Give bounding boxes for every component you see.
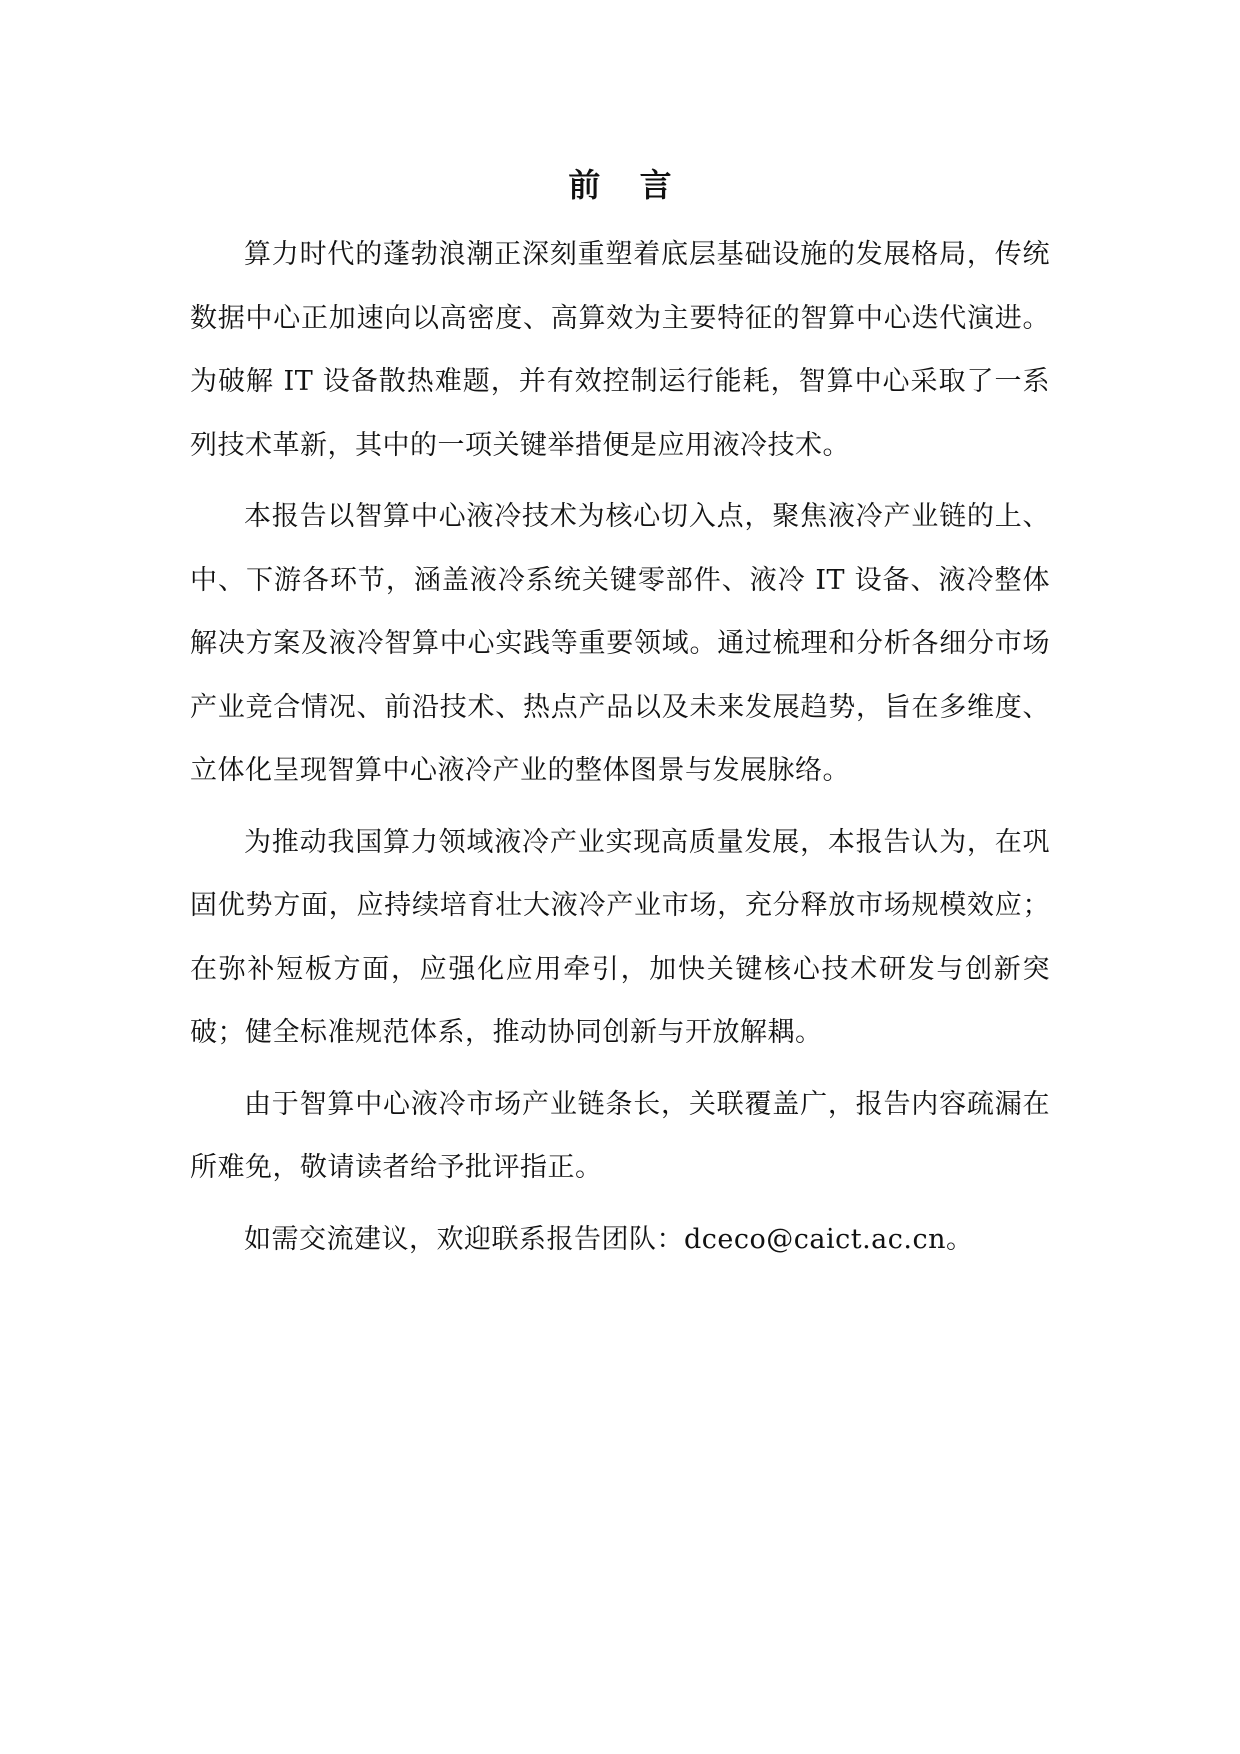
paragraph-4: 由于智算中心液冷市场产业链条长，关联覆盖广，报告内容疏漏在所难免，敬请读者给予批评指正。 xyxy=(190,1088,1050,1183)
paragraph-5-contact: 如需交流建议，欢迎联系报告团队：dceco@caict.ac.cn。 xyxy=(244,1223,974,1255)
paragraph-3: 为推动我国算力领域液冷产业实现高质量发展，本报告认为，在巩固优势方面，应持续培育壮大液冷产业市场，充分释放市场规模效应；在弥补短板方面，应强化应用牵引，加快关键核心技术研发与创新突破；健全标准规范体系，推动协同创新与开放解耦。 xyxy=(190,826,1050,1048)
paragraph-1: 算力时代的蓬勃浪潮正深刻重塑着底层基础设施的发展格局，传统数据中心正加速向以高密度、高算效为主要特征的智算中心迭代演进。为破解 IT 设备散热难题，并有效控制运行能耗，智算中心采取了一系列技术革新，其中的一项关键举措便是应用液冷技术。 xyxy=(190,239,1050,461)
document-page xyxy=(190,155,1050,1271)
paragraph-2: 本报告以智算中心液冷技术为核心切入点，聚焦液冷产业链的上、中、下游各环节，涵盖液冷系统关键零部件、液冷 IT 设备、液冷整体解决方案及液冷智算中心实践等重要领域。通过梳理和分析各细分市场产业竞合情况、前沿技术、热点产品以及未来发展趋势，旨在多维度、立体化呈现智算中心液冷产业的整体图景与发展脉络。 xyxy=(190,501,1050,786)
page-title: 前 言 xyxy=(568,166,672,204)
